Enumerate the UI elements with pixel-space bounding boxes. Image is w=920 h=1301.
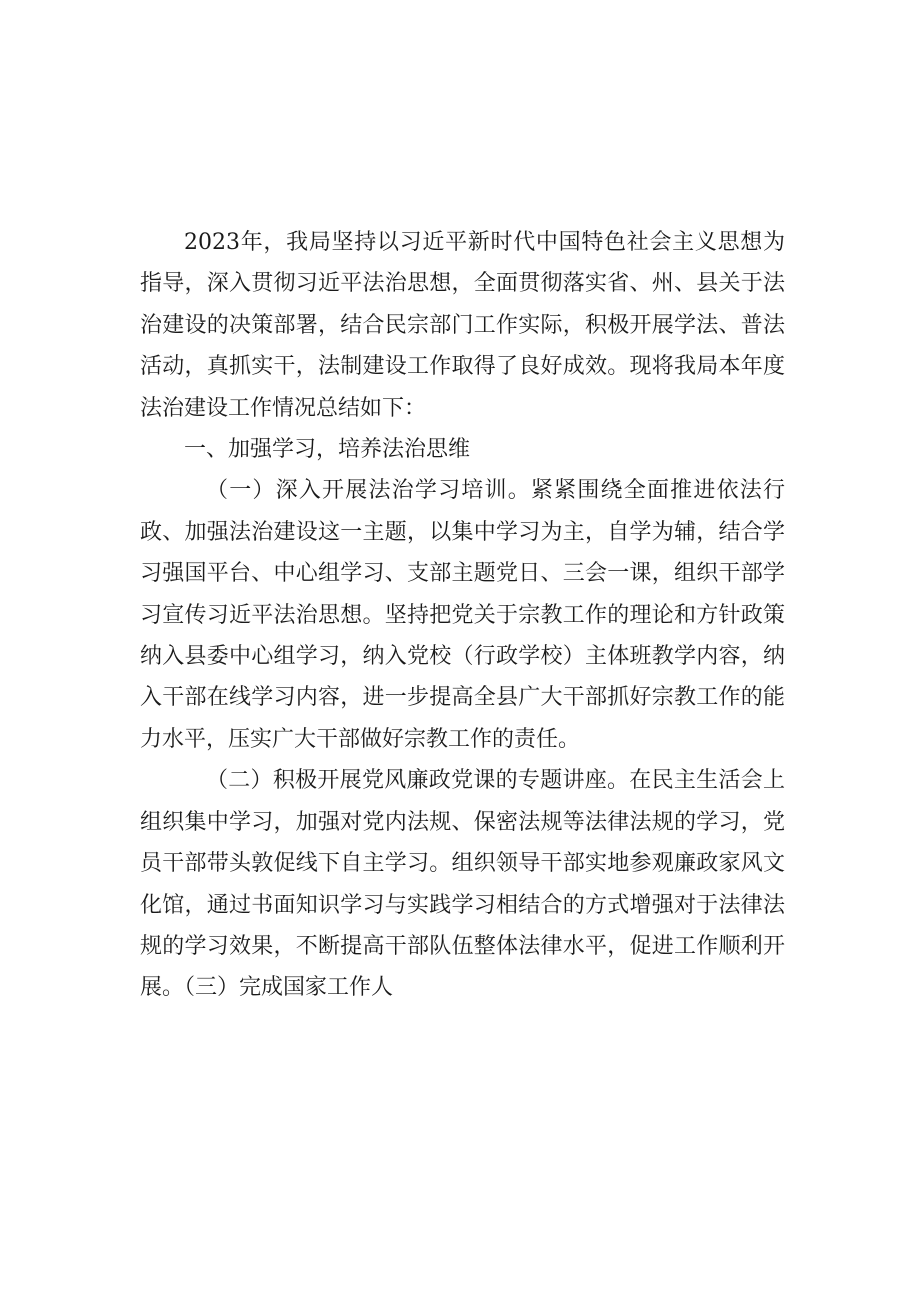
item-paragraph-2: （二）积极开展党风廉政党课的专题讲座。在民主生活会上组织集中学习，加强对党内法规、保密法规等法律法规的学习，党员干部带头敦促线下自主学习。组织领导干部实地参观廉政家风文化馆，通过书面知识学习与实践学习相结合的方式增强对于法律法规的学习效果，不断提高干部队伍整体法律水平，促进工作顺利开展。（三）完成国家工作人 [140, 768, 785, 1001]
section-heading-1: 一、加强学习，培养法治思维 [184, 437, 471, 463]
item-paragraph-1: （一）深入开展法治学习培训。紧紧围绕全面推进依法行政、加强法治建设这一主题，以集中学习为主，自学为辅，结合学习强国平台、中心组学习、支部主题党日、三会一课，组织干部学习宣传习近平法治思想。坚持把党关于宗教工作的理论和方针政策纳入县委中心组学习，纳入党校（行政学校）主体班教学内容，纳入干部在线学习内容，进一步提高全县广大干部抓好宗教工作的能力水平，压实广大干部做好宗教工作的责任。 [140, 478, 785, 752]
document-body [140, 222, 785, 1009]
intro-paragraph: 2023年，我局坚持以习近平新时代中国特色社会主义思想为指导，深入贯彻习近平法治思想，全面贯彻落实省、州、县关于法治建设的决策部署，结合民宗部门工作实际，积极开展学法、普法活动，真抓实干，法制建设工作取得了良好成效。现将我局本年度法治建设工作情况总结如下： [140, 230, 785, 421]
